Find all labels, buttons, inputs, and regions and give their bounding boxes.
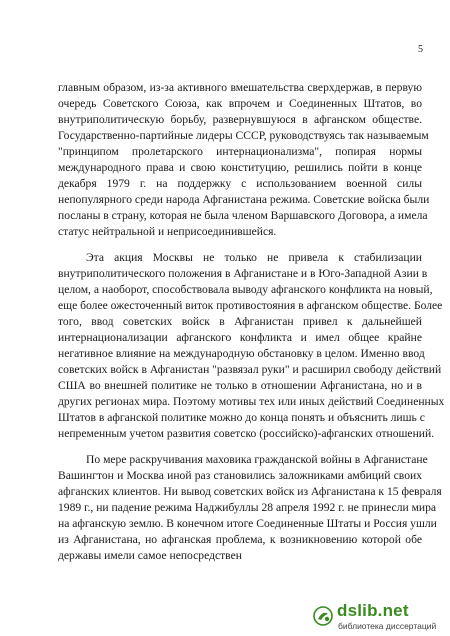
text-line: Штатов в афганской политике можно до конца понять и объяснить лишь с	[58, 411, 425, 424]
text-line: из Афганистана, но афганская проблема, к возникновению которой обе	[58, 533, 422, 546]
text-line: непопулярного среди народа Афганистана режима. Советские войска были	[58, 193, 430, 206]
text-line: державы имели самое непосредствен	[58, 549, 242, 562]
text-line: По мере раскручивания маховика гражданской войны в Афганистане	[86, 453, 428, 466]
page-number: 5	[418, 44, 423, 55]
text-line: очередь Советского Союза, как впрочем и Соединенных Штатов, во	[58, 97, 422, 110]
text-line: советских войск в Афганистан "развязал руки" и расширил свободу действий	[58, 363, 442, 376]
text-line: Государственно-партийные лидеры СССР, руководствуясь так называемым	[58, 129, 429, 142]
text-line: внутриполитического положения в Афганистане и в Юго-Западной Азии в	[58, 267, 428, 280]
text-line: 1989 г., ни падение режима Наджибуллы 28 апреля 1992 г. не принесли мира	[58, 501, 437, 514]
text-line: негативное влияние на международную обстановку в целом. Именно ввод	[58, 347, 425, 360]
text-line: внутриполитическую борьбу, развернувшуюся в афганском обществе.	[58, 113, 422, 126]
text-line: международного права и свою конституцию, решились пойти в конце	[58, 161, 422, 174]
text-line: декабря 1979 г. на поддержку с использованием военной силы	[58, 177, 422, 190]
watermark-tagline: библиотека диссертаций	[338, 621, 437, 631]
text-line: еще более ожесточенный виток противостояния в афганском обществе. Более	[58, 299, 443, 312]
text-line: статус нейтральной и неприсоединившейся.	[58, 225, 277, 238]
text-line: афганских клиентов. Ни вывод советских войск из Афганистана к 15 февраля	[58, 485, 442, 498]
text-line: интернационализации афганского конфликта и имел общее крайне	[58, 331, 422, 344]
text-line: главным образом, из-за активного вмешательства сверхдержав, в первую	[58, 81, 422, 94]
text-line: непременным учетом развития советско (российско)-афганских отношений.	[58, 427, 435, 440]
dslib-watermark[interactable]	[312, 602, 444, 632]
text-line: других регионах мира. Поэтому мотивы тех или иных действий Соединенных	[58, 395, 445, 408]
dslib-logo-icon	[312, 605, 334, 627]
text-line: посланы в страну, которая не была членом Варшавского Договора, а имела	[58, 209, 428, 222]
text-line: "принципом пролетарского интернационализма", попирая нормы	[58, 145, 422, 158]
text-line: Эта акция Москвы не только не привела к стабилизации	[86, 251, 422, 264]
text-line: Вашингтон и Москва иной раз становились заложниками амбиций своих	[58, 469, 422, 482]
text-line: целом, а наоборот, способствовала выводу афганского конфликта на новый,	[58, 283, 433, 296]
text-line: на афганскую землю. В конечном итоге Соединенные Штаты и Россия ушли	[58, 517, 437, 530]
text-line: США во внешней политике не только в отношении Афганистана, но и в	[58, 379, 422, 392]
watermark-brand: dslib.net	[337, 601, 409, 620]
text-line: того, ввод советских войск в Афганистан привел к дальнейшей	[58, 315, 422, 328]
